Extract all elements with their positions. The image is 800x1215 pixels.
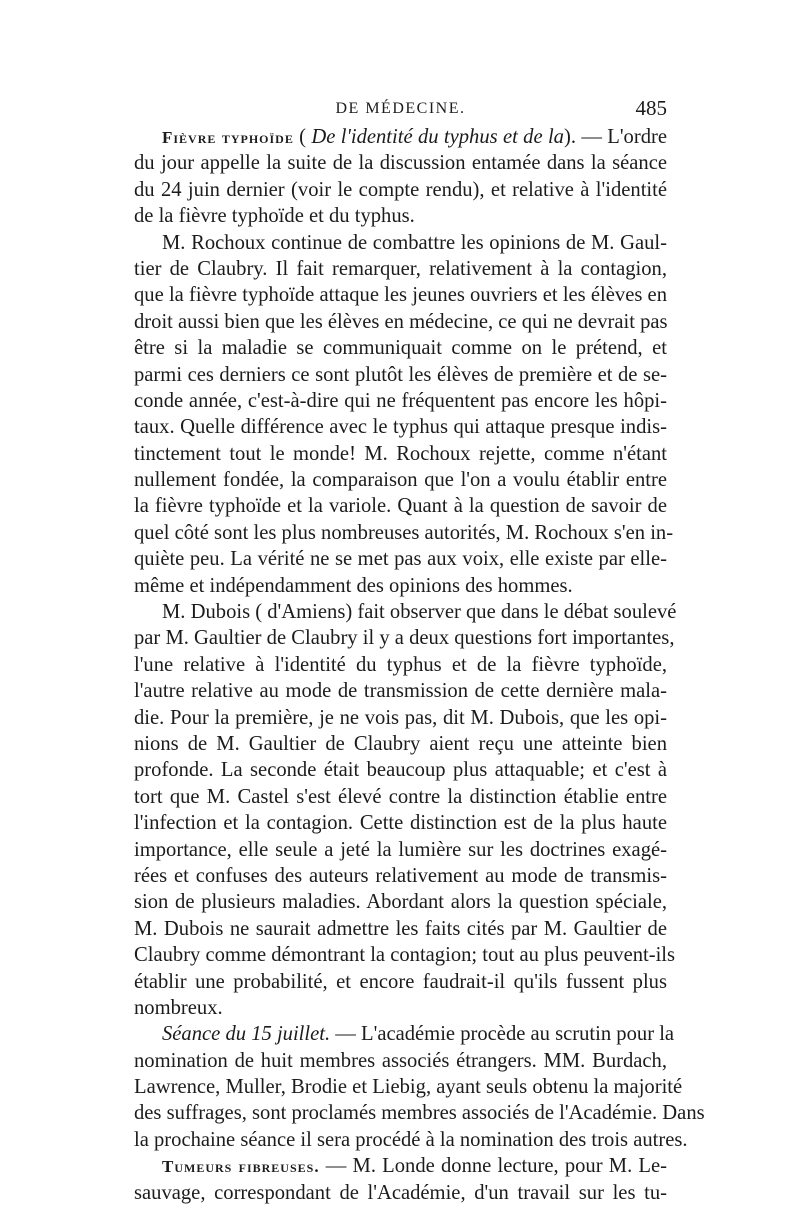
text-line [134,520,674,546]
text-run: du 24 juin dernier (voir le compte rendu), et relative à l'identité [134,178,667,201]
text-line [134,863,667,889]
text-run: die. Pour la première, je ne vois pas, dit M. Dubois, que les opi- [134,706,667,729]
text-run: profonde. La seconde était beaucoup plus attaquable; et c'est à [134,759,667,782]
page-header [134,96,667,126]
text-run: sauvage, correspondant de l'Académie, d'un travail sur les tu- [134,1181,667,1204]
text-line [134,995,667,1021]
text-run: nullement fondée, la comparaison que l'on a voulu établir entre [134,469,667,492]
text-line [134,282,667,308]
text-line [134,1048,667,1074]
text-run: de la fièvre typhoïde et du typhus. [134,205,415,228]
text-line [134,546,667,572]
text-run: M. Dubois ( d'Amiens) fait observer que dans le débat soulevé [162,601,677,624]
text-line [134,731,667,757]
section-heading: Tumeurs fibreuses. [162,1157,320,1177]
text-line [134,573,667,599]
text-line [134,1021,675,1047]
text-line [134,1100,705,1126]
text-run: parmi ces derniers ce sont plutôt les élèves de première et de se- [134,363,667,386]
text-line [134,916,667,942]
text-run: ). — L'ordre [563,126,667,148]
text-run: tier de Claubry. Il fait remarquer, relativement à la contagion, [134,257,667,280]
text-run: établir une probabilité, et encore faudrait-il qu'ils fussent plus [134,970,667,993]
text-run: l'infection et la contagion. Cette distinction est de la plus haute [134,812,667,835]
text-line [134,889,667,915]
text-run: Claubry comme démontrant la contagion; tout au plus peuvent-ils [134,944,676,967]
body-text [134,124,705,1206]
text-run: droit aussi bien que les élèves en médecine, ce qui ne devrait pas [134,310,668,333]
text-run: taux. Quelle différence avec le typhus qui attaque presque indis- [134,416,667,439]
text-line [134,177,667,203]
text-line [134,1127,688,1153]
text-line [134,309,667,335]
text-line [134,1153,667,1179]
text-run: Lawrence, Muller, Brodie et Liebig, ayant seuls obtenu la majorité [134,1076,683,1099]
text-line [134,230,667,256]
text-line [134,150,667,176]
text-line [134,810,667,836]
text-line [134,625,675,651]
text-run: par M. Gaultier de Claubry il y a deux questions fort importantes, [134,627,675,650]
text-run: quiète peu. La vérité ne se met pas aux voix, elle existe par elle- [134,548,667,571]
text-line [134,414,667,440]
text-line [134,124,667,150]
text-run: être si la maladie se communiquait comme on le prétend, et [134,337,667,360]
text-run: — M. Londe donne lecture, pour M. Le- [319,1155,667,1178]
text-run: que la fièvre typhoïde attaque les jeunes ouvriers et les élèves en [134,284,667,307]
text-line [134,652,667,678]
text-line [134,256,667,282]
text-run: sion de plusieurs maladies. Abordant alors la question spéciale, [134,891,667,914]
text-line [134,969,667,995]
text-line [134,335,667,361]
running-head: DE MÉDECINE. [335,100,466,117]
text-run: tort que M. Castel s'est élevé contre la distinction établie entre [134,785,667,808]
text-run: des suffrages, sont proclamés membres associés de l'Académie. Dans [134,1102,705,1125]
section-heading: Fièvre typhoïde [162,128,294,147]
text-line [134,467,667,493]
text-line [134,705,667,731]
text-line [134,678,667,704]
text-line [134,1180,667,1206]
text-run: rées et confuses des auteurs relativement au mode de transmis- [134,864,667,887]
text-run: M. Dubois ne saurait admettre les faits cités par M. Gaultier de [134,917,667,940]
text-line [134,441,667,467]
text-line [134,837,667,863]
text-line [134,362,667,388]
text-run: importance, elle seule a jeté la lumière sur les doctrines exagé- [134,838,667,861]
text-run: l'une relative à l'identité du typhus et de la fièvre typhoïde, [134,653,667,676]
text-line [134,1074,683,1100]
text-run: — L'académie procède au scrutin pour la [330,1023,675,1046]
italic-text: Séance du 15 juillet. [162,1023,331,1046]
text-line [134,784,667,810]
text-line [134,942,676,968]
text-run: du jour appelle la suite de la discussion entamée dans la séance [134,152,667,175]
text-run: nomination de huit membres associés étrangers. MM. Burdach, [134,1049,667,1072]
text-line [134,493,667,519]
text-line [134,203,667,229]
text-run: M. Rochoux continue de combattre les opinions de M. Gaul- [162,231,667,254]
page-number: 485 [635,96,667,120]
text-line [134,599,677,625]
italic-text: De l'identité du typhus et de la [311,126,564,148]
text-run: nions de M. Gaultier de Claubry aient reçu une atteinte bien [134,732,667,755]
book-page [134,0,705,1215]
text-run: la prochaine séance il sera procédé à la nomination des trois autres. [134,1128,688,1151]
text-run: tinctement tout le monde! M. Rochoux rejette, comme n'étant [134,442,667,465]
text-run: conde année, c'est-à-dire qui ne fréquentent pas encore les hôpi- [134,389,667,412]
text-run: l'autre relative au mode de transmission de cette dernière mala- [134,680,667,703]
text-run: la fièvre typhoïde et la variole. Quant à la question de savoir de [134,495,667,518]
text-run: nombreux. [134,996,223,1019]
text-line [134,388,667,414]
text-run: même et indépendamment des opinions des hommes. [134,574,573,597]
text-line [134,757,667,783]
text-run: ( [293,126,312,148]
text-run: quel côté sont les plus nombreuses autorités, M. Rochoux s'en in- [134,521,674,544]
